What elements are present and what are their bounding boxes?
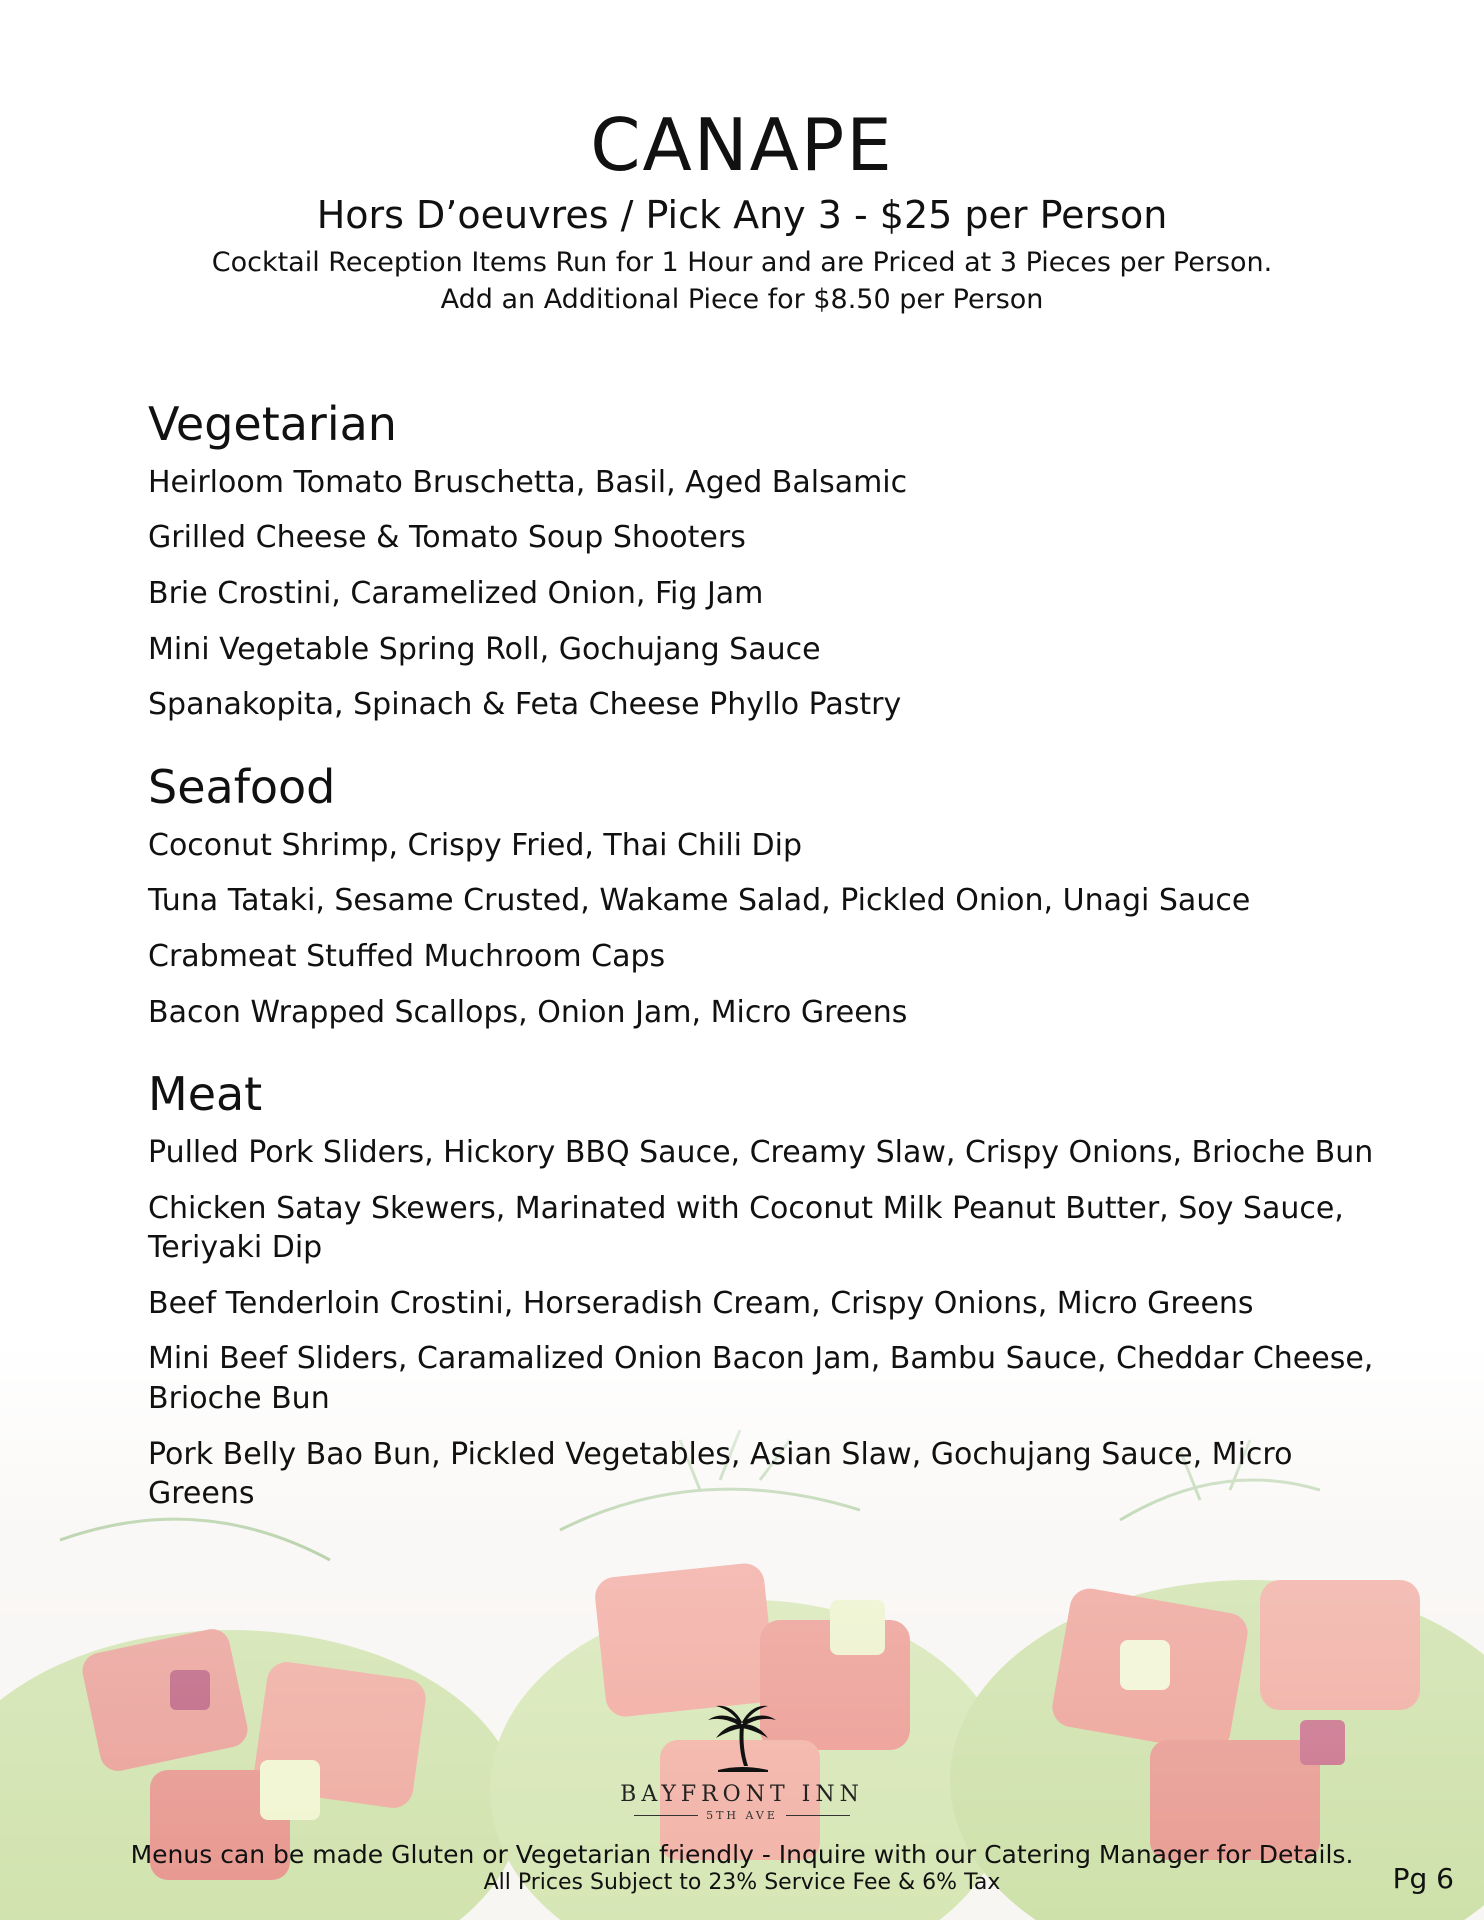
section-meat [148, 1068, 1378, 1514]
menu-list [148, 398, 1378, 1550]
section-title: Seafood [148, 759, 336, 814]
section-title: Vegetarian [148, 397, 397, 451]
price-note: All Prices Subject to 23% Service Fee & 6% Tax [483, 1870, 1001, 1895]
logo-sub: 5TH AVE [706, 1809, 778, 1822]
pricing-note [0, 245, 1484, 318]
section-seafood [148, 761, 1378, 1032]
page-footer [0, 1840, 1484, 1895]
section-vegetarian [148, 398, 1378, 725]
page-subtitle: Hors D’oeuvres / Pick Any 3 - $25 per Person [316, 192, 1168, 237]
menu-item: Grilled Cheese & Tomato Soup Shooters [148, 520, 746, 556]
section-title: Meat [148, 1067, 263, 1122]
logo-subline [612, 1809, 872, 1822]
bayfront-inn-logo [612, 1702, 872, 1822]
pricing-note-line-1: Cocktail Reception Items Run for 1 Hour and are Priced at 3 Pieces per Person. [211, 247, 1273, 279]
menu-item: Spanakopita, Spinach & Feta Cheese Phyllo Pastry [148, 687, 902, 723]
menu-item: Bacon Wrapped Scallops, Onion Jam, Micro Greens [148, 994, 908, 1030]
pricing-note-line-2: Add an Additional Piece for $8.50 per Person [440, 283, 1044, 315]
menu-item: Brie Crostini, Caramelized Onion, Fig Jam [148, 576, 764, 612]
menu-item: Pulled Pork Sliders, Hickory BBQ Sauce, Creamy Slaw, Crispy Onions, Brioche Bun [148, 1135, 1374, 1171]
page-header [0, 103, 1484, 318]
page-title: CANAPE [590, 103, 894, 187]
palm-tree-icon [702, 1702, 782, 1774]
page-number: Pg 6 [1392, 1862, 1454, 1895]
logo-rule-left [634, 1815, 698, 1816]
menu-item: Pork Belly Bao Bun, Pickled Vegetables, Asian Slaw, Gochujang Sauce, Micro Greens [148, 1436, 1293, 1512]
logo-name: BAYFRONT INN [620, 1782, 864, 1807]
menu-item: Coconut Shrimp, Crispy Fried, Thai Chili Dip [148, 827, 803, 863]
menu-item: Crabmeat Stuffed Muchroom Caps [148, 938, 666, 974]
menu-item: Chicken Satay Skewers, Marinated with Coconut Milk Peanut Butter, Soy Sauce, Teriyaki Dip [148, 1190, 1344, 1266]
logo-rule-right [786, 1815, 850, 1816]
menu-item: Beef Tenderloin Crostini, Horseradish Cream, Crispy Onions, Micro Greens [148, 1285, 1254, 1321]
menu-item: Tuna Tataki, Sesame Crusted, Wakame Salad, Pickled Onion, Unagi Sauce [148, 883, 1251, 919]
dietary-note: Menus can be made Gluten or Vegetarian friendly - Inquire with our Catering Manager for Details. [130, 1840, 1354, 1869]
menu-item: Heirloom Tomato Bruschetta, Basil, Aged Balsamic [148, 464, 908, 500]
menu-item: Mini Vegetable Spring Roll, Gochujang Sauce [148, 631, 821, 667]
menu-item: Mini Beef Sliders, Caramalized Onion Bacon Jam, Bambu Sauce, Cheddar Cheese, Brioche Bun [148, 1341, 1374, 1416]
